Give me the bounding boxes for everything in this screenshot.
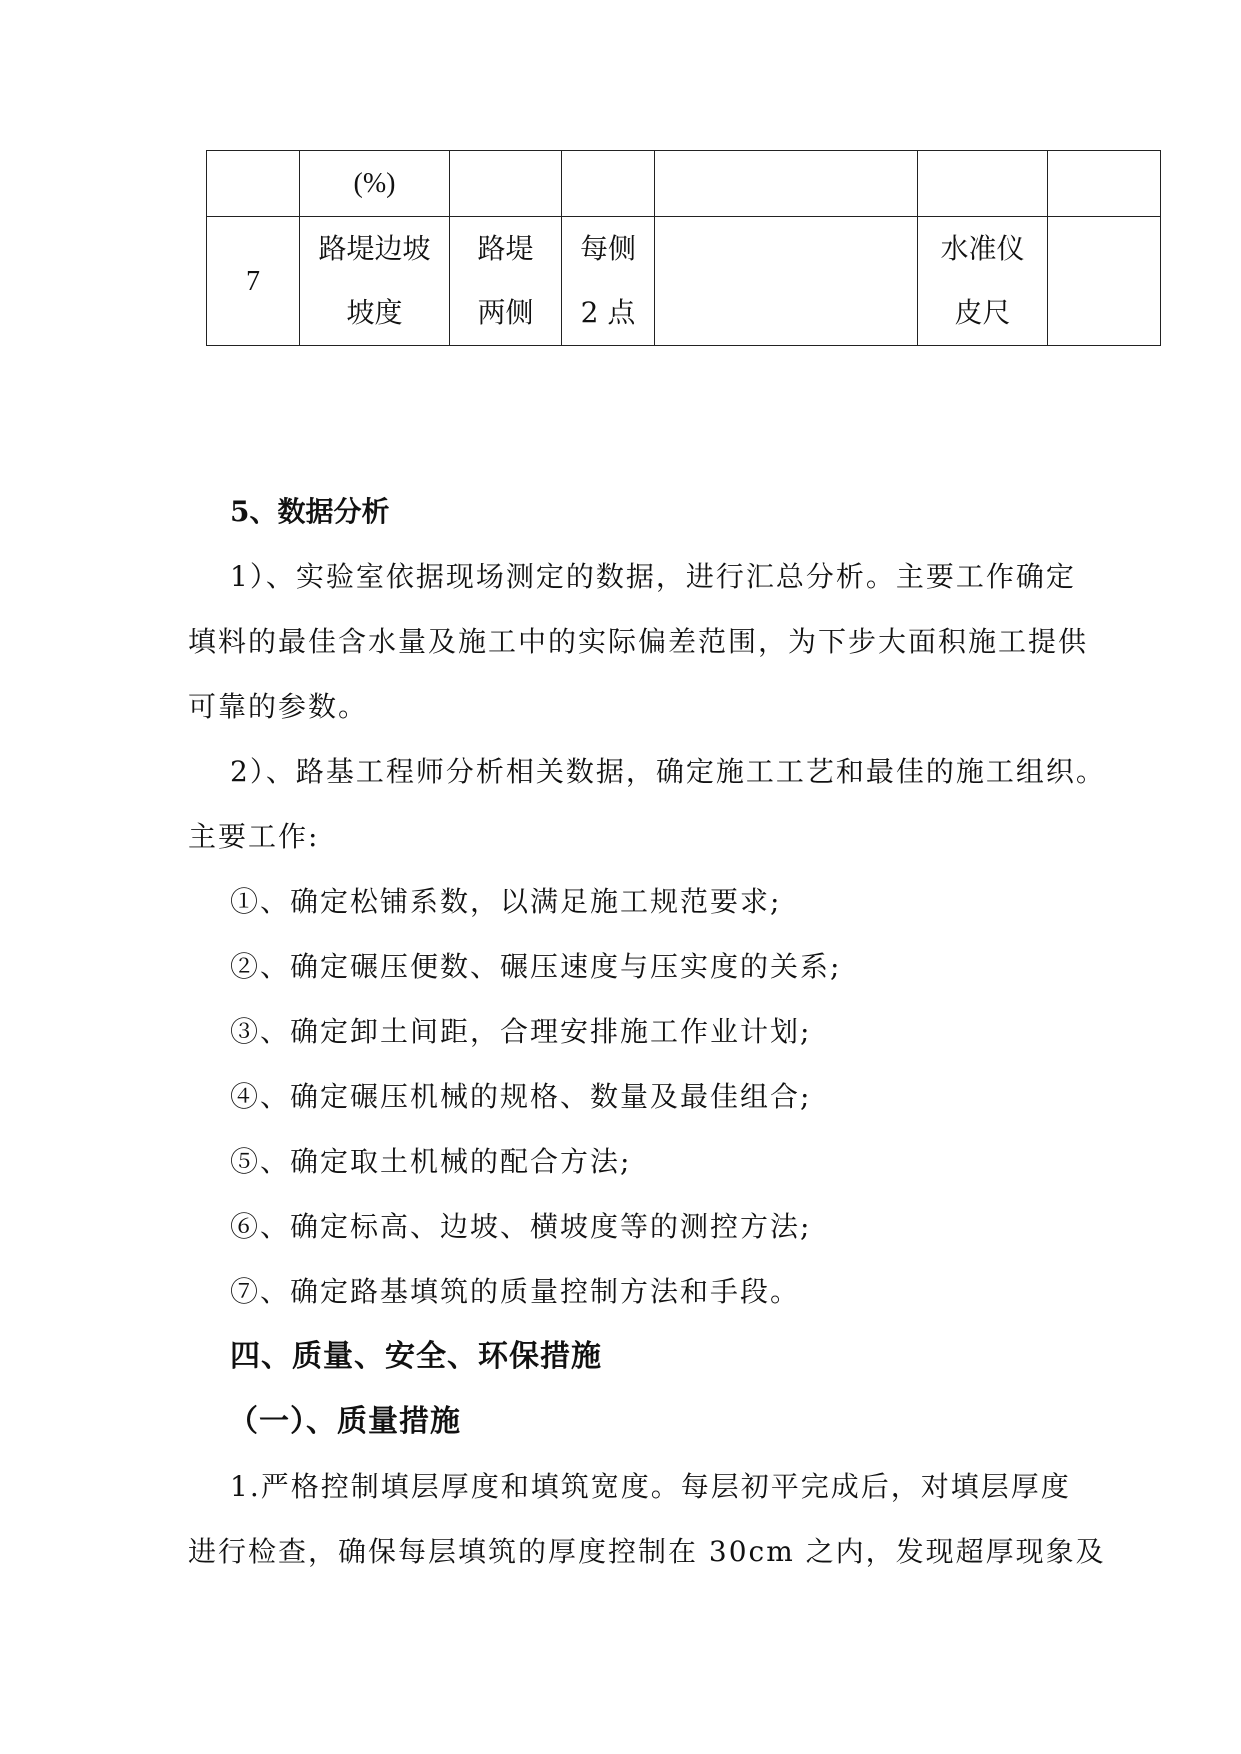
list-item: ③、确定卸土间距，合理安排施工作业计划; (230, 1015, 812, 1048)
list-item: ⑦、确定路基填筑的质量控制方法和手段。 (230, 1275, 801, 1308)
cell-no: 7 (207, 217, 300, 346)
cell-freq: 每侧 2 点 (562, 217, 655, 346)
cell-item: 路堤边坡 坡度 (300, 217, 450, 346)
section-heading: 5、数据分析 (230, 495, 390, 528)
table-row (207, 151, 1161, 217)
cell-location (450, 151, 562, 217)
list-item: ⑤、确定取土机械的配合方法; (230, 1145, 632, 1178)
cell-remark (1048, 217, 1161, 346)
paragraph-line: 可靠的参数。 (188, 690, 369, 723)
list-item: ④、确定碾压机械的规格、数量及最佳组合; (230, 1080, 812, 1113)
cell-location: 路堤 两侧 (450, 217, 562, 346)
paragraph-line: 1.严格控制填层厚度和填筑宽度。每层初平完成后，对填层厚度 (230, 1470, 1071, 1503)
inspection-table (206, 150, 1161, 346)
cell-method (655, 217, 918, 346)
table-row (207, 217, 1161, 346)
paragraph-line: 进行检查，确保每层填筑的厚度控制在 30cm 之内，发现超厚现象及 (188, 1535, 1106, 1568)
cell-no (207, 151, 300, 217)
list-item: ①、确定松铺系数，以满足施工规范要求; (230, 885, 782, 918)
cell-method (655, 151, 918, 217)
list-item: ②、确定碾压便数、碾压速度与压实度的关系; (230, 950, 842, 983)
paragraph-line: 1）、实验室依据现场测定的数据，进行汇总分析。主要工作确定 (230, 560, 1076, 593)
chapter-heading: 四、质量、安全、环保措施 (230, 1339, 602, 1374)
cell-remark (1048, 151, 1161, 217)
paragraph-line: 2）、路基工程师分析相关数据，确定施工工艺和最佳的施工组织。 (230, 755, 1106, 788)
cell-tool (918, 151, 1048, 217)
paragraph-line: 填料的最佳含水量及施工中的实际偏差范围，为下步大面积施工提供 (188, 625, 1089, 658)
paragraph-line: 主要工作: (188, 820, 320, 853)
list-item: ⑥、确定标高、边坡、横坡度等的测控方法; (230, 1210, 812, 1243)
subsection-heading: （一）、质量措施 (228, 1404, 461, 1439)
cell-freq (562, 151, 655, 217)
cell-tool: 水准仪 皮尺 (918, 217, 1048, 346)
cell-item: (%) (300, 151, 450, 217)
